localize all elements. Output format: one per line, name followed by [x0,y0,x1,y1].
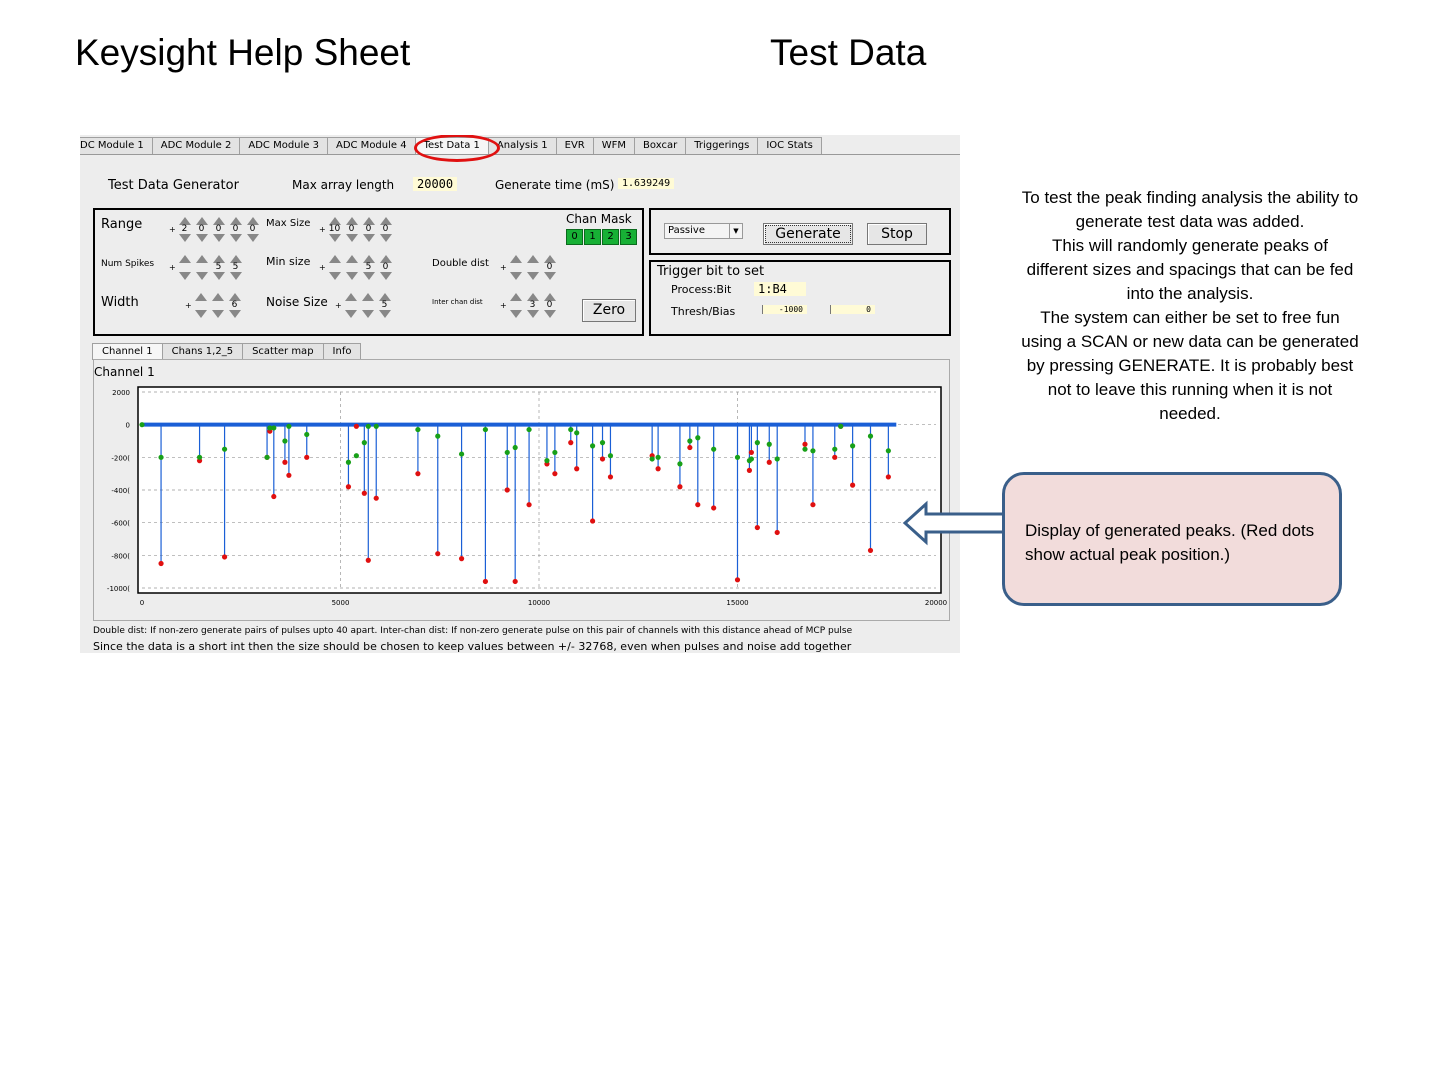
arrow-down-icon[interactable] [345,310,357,318]
arrow-down-icon[interactable] [380,234,392,242]
slide-title: Keysight Help Sheet [75,32,411,73]
sign-label: + [169,263,176,272]
chan-mask-bit[interactable]: 3 [620,229,637,245]
peak-marker-red [775,530,780,535]
peak-marker-red [802,442,807,447]
module-tab-bar [80,137,960,155]
y-tick-label: -800( [111,552,130,561]
peak-marker-red [687,445,692,450]
peak-marker-red [459,556,464,561]
digit-value: 0 [249,224,256,234]
peak-marker-green [139,422,144,427]
tab-adc-module-2[interactable]: ADC Module 2 [152,137,241,154]
y-tick-label: 0 [125,421,130,430]
tab-boxcar[interactable]: Boxcar [634,137,686,154]
arrow-down-icon[interactable] [346,234,358,242]
arrow-up-icon[interactable] [510,255,522,263]
tab-wfm[interactable]: WFM [593,137,635,154]
peak-marker-green [197,455,202,460]
peak-marker-green [600,440,605,445]
peak-marker-green [590,443,595,448]
channel-tab-info[interactable]: Info [323,343,362,360]
plot-frame [93,359,950,621]
spinner-digit [376,293,393,318]
peak-marker-red [505,487,510,492]
process-value: 1:B4 [754,282,806,296]
spinner-digit [541,255,558,280]
bias-value[interactable]: 0 [830,305,875,314]
tab-ioc-stats[interactable]: IOC Stats [757,137,822,154]
thresh-label: Thresh/Bias [671,305,736,318]
peak-marker-green [608,453,613,458]
peak-marker-green [435,434,440,439]
spinner-digit [507,293,524,318]
callout-arrow [902,500,1006,546]
stop-button[interactable]: Stop [867,223,927,245]
chart-title: Channel 1 [94,365,155,379]
range-label: Range [101,217,143,232]
arrow-up-icon[interactable] [212,293,224,301]
y-tick-label: -1000( [106,585,130,593]
channel-tab-bar [93,343,361,360]
trigger-box [649,260,951,336]
sign-label: + [319,263,326,272]
arrow-down-icon[interactable] [510,310,522,318]
chan-mask-bit[interactable]: 1 [584,229,601,245]
arrow-down-icon[interactable] [247,234,259,242]
peak-marker-green [832,447,837,452]
num-spikes-label: Num Spikes [101,259,155,269]
description-line: The system can either be set to free fun [1040,308,1340,327]
double-dist-spinner[interactable] [500,255,558,280]
spinner-digit [176,217,193,242]
arrow-down-icon[interactable] [329,234,341,242]
max-size-spinner[interactable] [319,217,394,242]
digit-value: 10 [328,224,341,234]
tab-dc-module-1[interactable]: DC Module 1 [80,137,153,154]
range-spinner[interactable] [169,217,261,242]
arrow-down-icon[interactable] [380,272,392,280]
trigger-title: Trigger bit to set [657,264,765,279]
max-array-label: Max array length [292,178,395,192]
x-tick-label: 0 [139,599,145,607]
peak-marker-red [574,466,579,471]
peak-marker-red [608,474,613,479]
num-spikes-spinner[interactable] [169,255,244,280]
spinner-digit [524,255,541,280]
digit-value: 3 [529,300,536,310]
spinner-digit [210,217,227,242]
peak-marker-green [868,434,873,439]
y-tick-label: -400( [111,487,130,495]
peak-marker-red [695,502,700,507]
digit-value: 0 [365,224,372,234]
peak-marker-green [346,460,351,465]
spinner-digit [227,217,244,242]
channel-tab-channel-1[interactable]: Channel 1 [92,343,163,360]
peak-marker-green [687,438,692,443]
peak-marker-red [600,456,605,461]
arrow-down-icon[interactable] [527,272,539,280]
peak-marker-green [775,456,780,461]
spinner-digit [193,217,210,242]
spinner-digit [541,293,558,318]
generator-settings-box [93,208,644,336]
sign-label: + [335,301,342,310]
peak-marker-red [656,466,661,471]
spinner-digit [359,293,376,318]
sign-label: + [169,225,176,234]
description-line: generate test data was added. [1075,212,1305,231]
min-size-label: Min size [266,255,311,268]
tab-triggerings[interactable]: Triggerings [685,137,758,154]
peak-marker-green [552,450,557,455]
zero-button[interactable]: Zero [582,299,636,322]
digit-value: 0 [382,224,389,234]
peak-marker-green [459,451,464,456]
spinner-digit [377,217,394,242]
peak-marker-red [568,440,573,445]
peak-marker-green [810,448,815,453]
sign-label: + [319,225,326,234]
peak-marker-red [832,455,837,460]
arrow-down-icon[interactable] [213,234,225,242]
description-line: by pressing GENERATE. It is probably best [1026,356,1354,375]
note-line-2: Since the data is a short int then the size should be chosen to keep values between +/- 32768, even when pulses and noise add together [93,640,852,653]
arrow-down-icon[interactable] [195,310,207,318]
peak-marker-red [346,484,351,489]
max-size-label: Max Size [266,218,311,229]
peak-marker-red [868,548,873,553]
generate-control-box [649,208,951,255]
arrow-down-icon[interactable] [363,234,375,242]
arrow-down-icon[interactable] [363,272,375,280]
process-label: Process:Bit [671,283,732,296]
arrow-down-icon[interactable] [510,272,522,280]
peak-marker-red [749,450,754,455]
arrow-up-icon[interactable] [179,255,191,263]
width-spinner[interactable] [185,293,243,318]
noise-size-label: Noise Size [266,295,328,309]
spinner-digit [227,255,244,280]
peak-marker-green [264,455,269,460]
spinner-digit [176,255,193,280]
peak-marker-green [568,427,573,432]
generate-button[interactable]: Generate [763,223,853,245]
sign-label: + [185,301,192,310]
peak-marker-green [850,443,855,448]
peak-marker-green [286,424,291,429]
tab-adc-module-4[interactable]: ADC Module 4 [327,137,416,154]
x-tick-label: 20000 [924,599,948,607]
spinner-digit [192,293,209,318]
description-line: not to leave this running when it is not [1047,380,1333,399]
peak-marker-green [362,440,367,445]
peak-marker-red [677,484,682,489]
peak-marker-green [574,430,579,435]
digit-value: 2 [181,224,188,234]
peak-marker-red [747,468,752,473]
arrow-down-icon[interactable] [179,234,191,242]
tab-test-data-1[interactable]: Test Data 1 [415,137,489,154]
arrow-down-icon[interactable] [212,310,224,318]
max-array-value: 20000 [413,177,457,191]
peak-marker-red [735,577,740,582]
digit-value: 5 [381,300,388,310]
peak-marker-green [656,455,661,460]
tab-analysis-1[interactable]: Analysis 1 [488,137,557,154]
peak-marker-red [711,505,716,510]
description-text [1000,186,1380,426]
digit-value: 5 [365,262,372,272]
arrow-up-icon[interactable] [195,293,207,301]
arrow-down-icon[interactable] [229,310,241,318]
description-line: using a SCAN or new data can be generated [1021,332,1359,351]
arrow-up-icon[interactable] [527,255,539,263]
digit-value: 0 [382,262,389,272]
digit-value: 0 [348,224,355,234]
digit-value: 6 [231,300,238,310]
gen-time-label: Generate time (mS) [495,178,615,192]
arrow-down-icon[interactable] [527,310,539,318]
mode-value: Passive [668,225,705,236]
peak-marker-green [374,424,379,429]
peak-marker-green [415,427,420,432]
channel-tab-chans-1-2-5[interactable]: Chans 1,2_5 [162,343,243,360]
peak-marker-red [513,579,518,584]
arrow-down-icon[interactable] [230,272,242,280]
peak-marker-red [282,460,287,465]
min-size-spinner[interactable] [319,255,394,280]
gen-time-value: 1.639249 [618,178,674,189]
sign-label: + [500,263,507,272]
peak-marker-red [374,496,379,501]
arrow-down-icon[interactable] [196,272,208,280]
test-data-panel [80,135,960,653]
y-tick-label: -200( [111,454,130,463]
arrow-down-icon[interactable] [179,272,191,280]
spinner-digit [342,293,359,318]
chan-mask-bit[interactable]: 0 [566,229,583,245]
spinner-digit [326,255,343,280]
x-tick-label: 10000 [527,599,551,607]
arrow-down-icon[interactable] [544,272,556,280]
peak-marker-green [767,442,772,447]
width-label: Width [101,295,139,310]
peak-marker-green [886,448,891,453]
description-line: different sizes and spacings that can be fed [1026,260,1354,279]
peak-marker-green [304,432,309,437]
peak-marker-red [354,424,359,429]
spinner-digit [377,255,394,280]
arrow-up-icon[interactable] [196,255,208,263]
peak-marker-green [354,453,359,458]
peak-marker-red [415,471,420,476]
highlight-circle [414,135,500,162]
spinner-digit [343,255,360,280]
arrow-up-icon[interactable] [510,293,522,301]
peak-marker-green [650,456,655,461]
arrow-down-icon[interactable] [544,310,556,318]
spinner-digit [360,217,377,242]
chevron-down-icon: ▼ [729,224,742,238]
description-line: into the analysis. [1126,284,1254,303]
peak-marker-green [222,447,227,452]
mode-select[interactable] [664,223,743,239]
y-tick-label: 2000 [112,389,130,397]
digit-value: 0 [546,300,553,310]
arrow-up-icon[interactable] [346,255,358,263]
sign-label: + [500,301,507,310]
peak-marker-green [695,435,700,440]
peak-marker-green [526,427,531,432]
peak-marker-red [767,460,772,465]
peak-marker-green [158,455,163,460]
peak-marker-red [271,494,276,499]
arrow-up-icon[interactable] [345,293,357,301]
arrow-up-icon[interactable] [329,255,341,263]
arrow-down-icon[interactable] [329,272,341,280]
peak-marker-red [526,502,531,507]
peak-marker-red [435,551,440,556]
description-line: This will randomly generate peaks of [1052,236,1328,255]
digit-value: 0 [232,224,239,234]
arrow-down-icon[interactable] [346,272,358,280]
noise-size-spinner[interactable] [335,293,393,318]
y-tick-label: -600( [111,519,130,528]
peak-marker-green [735,455,740,460]
peak-marker-green [677,461,682,466]
inter-chan-spinner[interactable] [500,293,558,318]
peak-marker-red [483,579,488,584]
channel-tab-scatter-map[interactable]: Scatter map [242,343,323,360]
peak-marker-red [886,474,891,479]
tab-adc-module-3[interactable]: ADC Module 3 [239,137,328,154]
double-dist-label: Double dist [432,258,489,269]
spinner-digit [209,293,226,318]
thresh-value[interactable]: -1000 [762,305,807,314]
digit-value: 5 [232,262,239,272]
peak-marker-red [366,558,371,563]
peak-marker-red [222,554,227,559]
spinner-digit [524,293,541,318]
peak-marker-green [513,445,518,450]
peak-marker-red [362,491,367,496]
peak-marker-green [483,427,488,432]
peak-marker-green [366,424,371,429]
peaks-chart [94,360,949,620]
arrow-down-icon[interactable] [379,310,391,318]
peak-marker-green [749,456,754,461]
peak-marker-red [158,561,163,566]
slide-subtitle: Test Data [770,32,927,73]
inter-chan-label: Inter chan dist [432,298,483,306]
arrow-down-icon[interactable] [230,234,242,242]
peak-marker-red [286,473,291,478]
peak-marker-red [552,471,557,476]
peak-marker-green [271,425,276,430]
peak-marker-green [838,424,843,429]
peak-marker-green [282,438,287,443]
x-tick-label: 15000 [726,599,749,607]
spinner-digit [507,255,524,280]
spinner-digit [360,255,377,280]
spinner-digit [244,217,261,242]
chan-mask [566,229,638,245]
digit-value: 0 [546,262,553,272]
digit-value: 5 [215,262,222,272]
peak-marker-green [711,447,716,452]
description-line: To test the peak finding analysis the ability to [1021,188,1359,207]
arrow-down-icon[interactable] [213,272,225,280]
spinner-digit [343,217,360,242]
peak-marker-green [802,447,807,452]
arrow-down-icon[interactable] [196,234,208,242]
generator-title: Test Data Generator [108,178,239,193]
description-line: needed. [1159,404,1221,423]
peak-marker-red [304,455,309,460]
chan-mask-label: Chan Mask [566,212,632,226]
peak-marker-green [755,440,760,445]
digit-value: 0 [198,224,205,234]
chan-mask-bit[interactable]: 2 [602,229,619,245]
digit-value: 0 [215,224,222,234]
spinner-digit [210,255,227,280]
peak-marker-red [590,518,595,523]
peak-marker-red [810,502,815,507]
callout-box [1002,472,1342,606]
note-line-1: Double dist: If non-zero generate pairs of pulses upto 40 apart. Inter-chan dist: If non-zero generate pulse on this pair of channels with this distance ahead of MCP pulse [93,626,853,636]
spinner-digit [226,293,243,318]
peak-marker-red [755,525,760,530]
arrow-down-icon[interactable] [362,310,374,318]
x-tick-label: 5000 [331,599,350,607]
spinner-digit [326,217,343,242]
peak-marker-green [505,450,510,455]
arrow-up-icon[interactable] [362,293,374,301]
tab-evr[interactable]: EVR [556,137,594,154]
peak-marker-green [544,458,549,463]
peak-marker-red [850,483,855,488]
spinner-digit [193,255,210,280]
callout-text: Display of generated peaks. (Red dots show actual peak position.) [1025,521,1315,564]
